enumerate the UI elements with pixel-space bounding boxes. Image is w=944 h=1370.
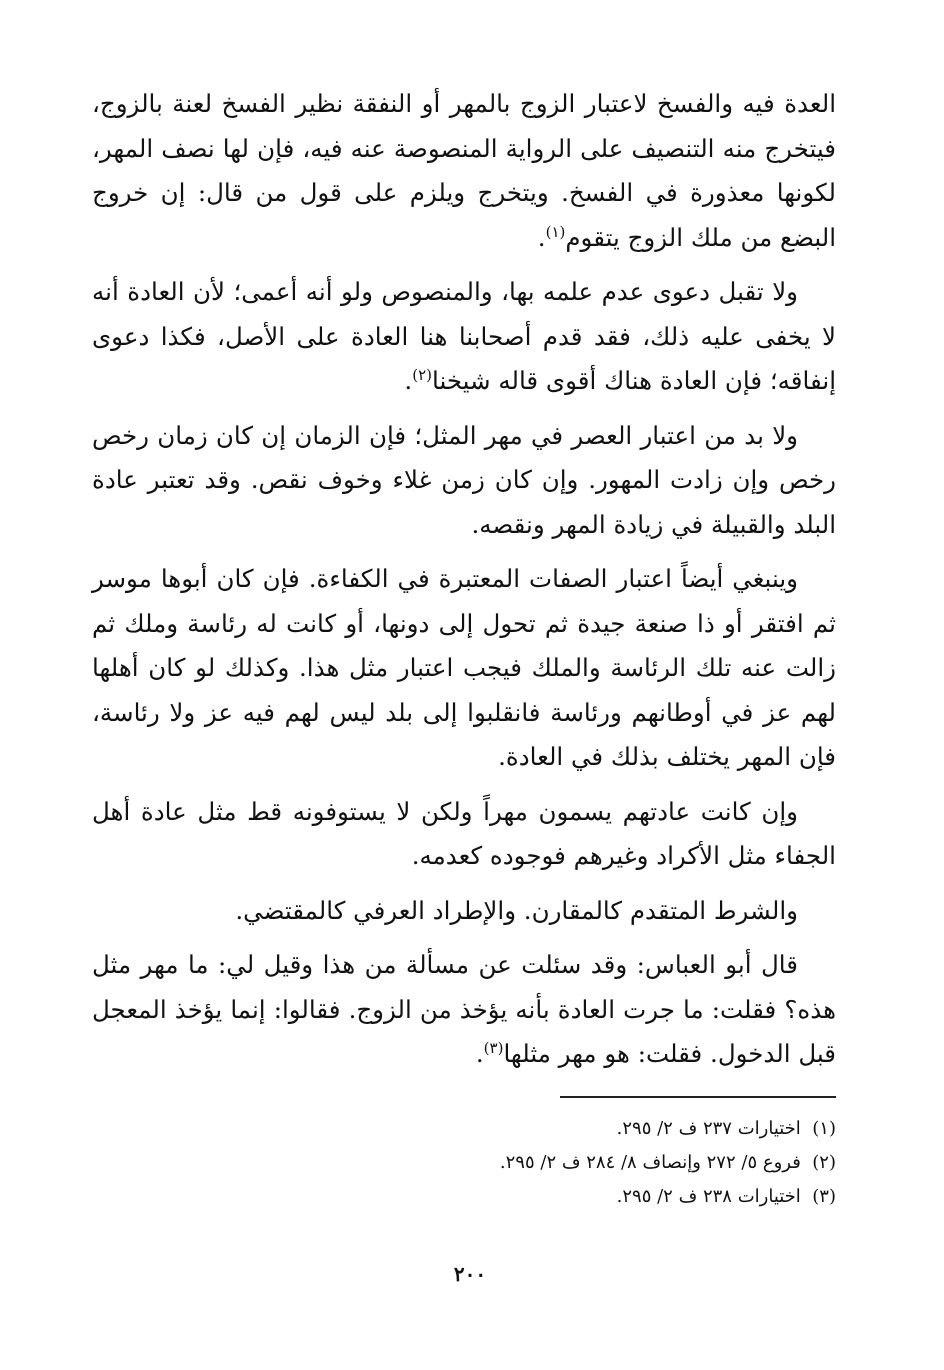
paragraph-5 bbox=[92, 790, 836, 879]
paragraph-1 bbox=[92, 82, 836, 260]
main-text bbox=[92, 82, 836, 1087]
footnote-2-text: فروع ٥/ ٢٧٢ وإنصاف ٨/ ٢٨٤ ف ٢/ ٢٩٥. bbox=[499, 1152, 801, 1173]
footnote-ref-3[interactable]: (٣) bbox=[483, 1038, 504, 1057]
footnote-ref-1[interactable]: (١) bbox=[545, 222, 566, 241]
footnote-2 bbox=[300, 1146, 836, 1180]
paragraph-3-text: ولا بد من اعتبار العصر في مهر المثل؛ فإن الزمان إن كان زمان رخص رخص وإن زادت المهور. وإن كان زمن غلاء وخوف نقص. وقد تعتبر عادة البلد والقبيلة في زيادة المهر ونقصه. bbox=[92, 420, 836, 539]
footnote-ref-2[interactable]: (٢) bbox=[412, 365, 432, 384]
paragraph-5-text: وإن كانت عادتهم يسمون مهراً ولكن لا يستوفونه قط مثل عادة أهل الجفاء مثل الأكراد وغيرهم فوجوده كعدمه. bbox=[92, 796, 836, 870]
footnote-divider bbox=[560, 1096, 836, 1098]
paragraph-1-text: العدة فيه والفسخ لاعتبار الزوج بالمهر أو النفقة نظير الفسخ لعنة بالزوج، فيتخرج منه التنصيف على الرواية المنصوصة عنه فيه، فإن لها نصف المهر، لكونها معذورة في الفسخ. ويتخرج ويلزم على قول من قال: إن خروج البضع من ملك الزوج يتقوم bbox=[92, 89, 836, 252]
paragraph-4 bbox=[92, 557, 836, 780]
footnote-1-number: (١) bbox=[812, 1118, 836, 1139]
paragraph-4-text: وينبغي أيضاً اعتبار الصفات المعتبرة في الكفاءة. فإن كان أبوها موسر ثم افتقر أو ذا صنعة جيدة ثم تحول إلى دونها، أو كانت له رئاسة وملك ثم زالت عنه تلك الرئاسة والملك فيجب اعتبار مثل هذا. وكذلك لو كان أهلها لهم عز في أوطانهم ورئاسة فانقلبوا إلى بلد ليس لهم فيه عز ولا رئاسة، فإن المهر يختلف بذلك في العادة. bbox=[92, 564, 836, 771]
footnote-1-text: اختيارات ٢٣٧ ف ٢/ ٢٩٥. bbox=[616, 1118, 801, 1139]
paragraph-3 bbox=[92, 414, 836, 548]
footnote-1 bbox=[300, 1112, 836, 1146]
footnotes bbox=[300, 1112, 836, 1214]
footnote-2-number: (٢) bbox=[812, 1152, 836, 1173]
footnote-3-number: (٣) bbox=[812, 1186, 836, 1207]
paragraph-2-text: ولا تقبل دعوى عدم علمه بها، والمنصوص ولو أنه أعمى؛ لأن العادة أنه لا يخفى عليه ذلك، فقد قدم أصحابنا هنا العادة على الأصل، فكذا دعوى إنفاقه؛ فإن العادة هناك أقوى قاله شيخنا bbox=[92, 277, 836, 395]
footnote-3-text: اختيارات ٢٣٨ ف ٢/ ٢٩٥. bbox=[616, 1186, 801, 1207]
paragraph-7-text: قال أبو العباس: وقد سئلت عن مسألة من هذا وقيل لي: ما مهر مثل هذه؟ فقلت: ما جرت العادة بأنه يؤخذ من الزوج. فقالوا: إنما يؤخذ المعجل قبل الدخول. فقلت: هو مهر مثلها bbox=[92, 950, 836, 1068]
paragraph-6-text: والشرط المتقدم كالمقارن. والإطراد العرفي كالمقتضي. bbox=[235, 895, 798, 925]
paragraph-7 bbox=[92, 943, 836, 1077]
paragraph-2 bbox=[92, 270, 836, 404]
paragraph-7-end: . bbox=[475, 1039, 484, 1068]
footnote-3 bbox=[300, 1180, 836, 1214]
paragraph-6 bbox=[92, 889, 836, 934]
page-number: ٢٠٠ bbox=[453, 1262, 487, 1286]
paragraph-2-end: . bbox=[404, 366, 413, 395]
paragraph-1-end: . bbox=[537, 222, 546, 252]
